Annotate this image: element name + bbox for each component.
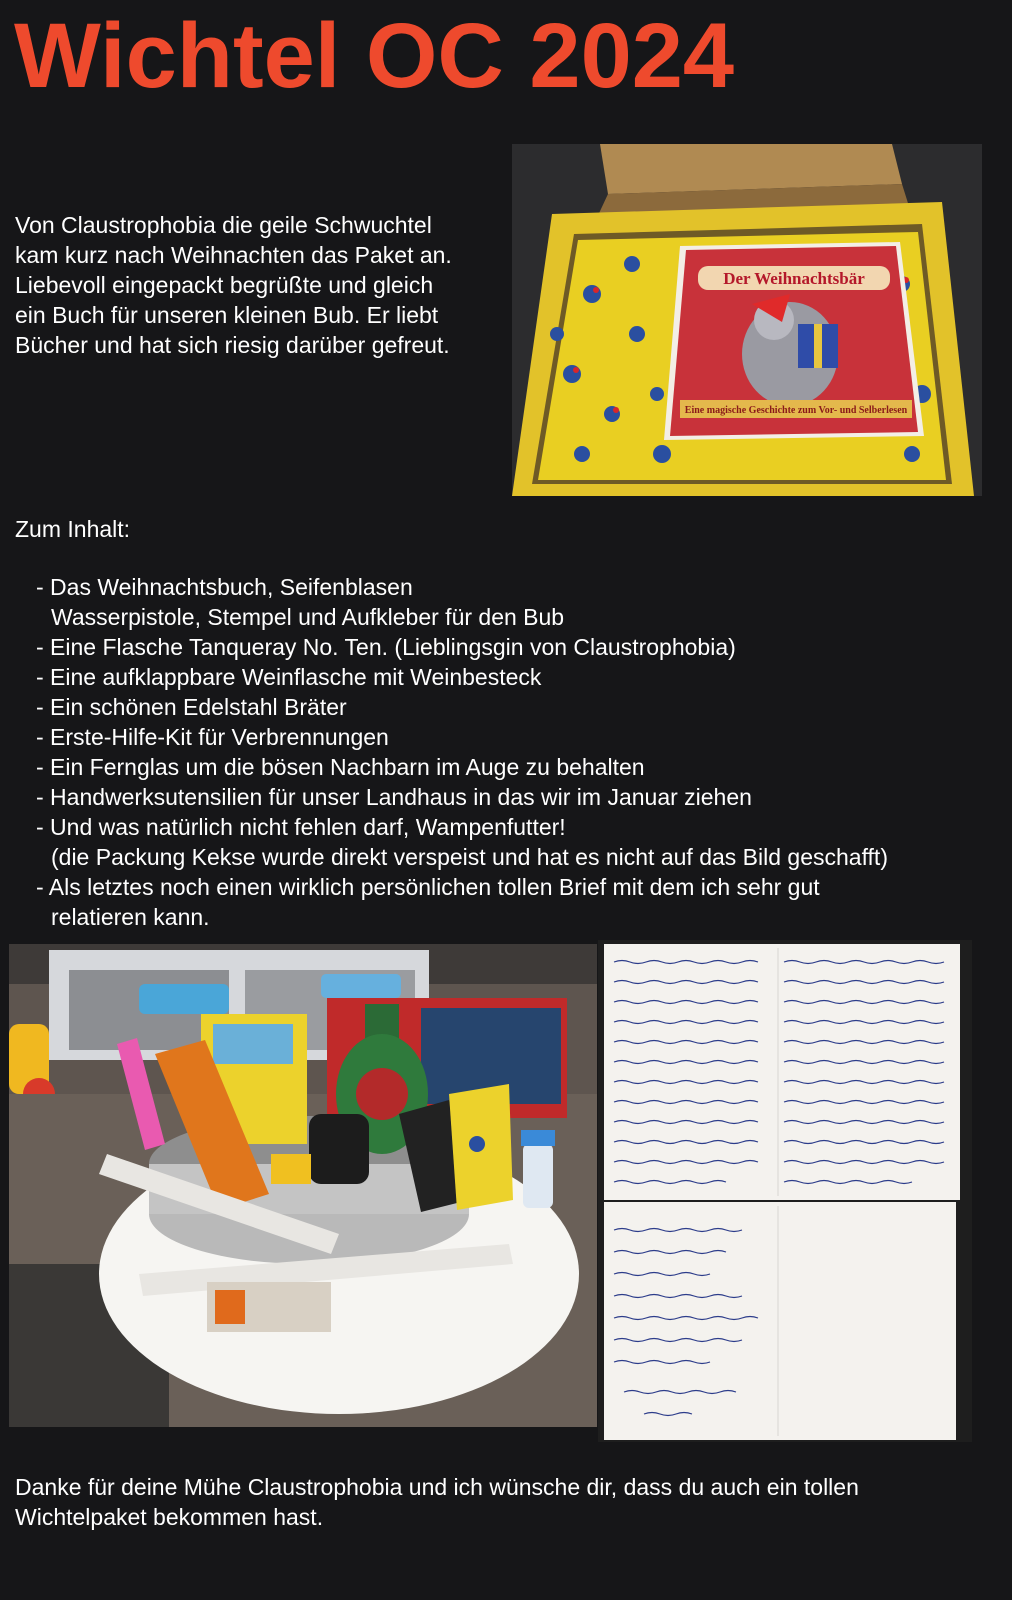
list-item-line: - Erste-Hilfe-Kit für Verbrennungen (36, 724, 389, 750)
list-item-line: (die Packung Kekse wurde direkt verspeist und hat es nicht auf das Bild geschafft) (51, 844, 888, 870)
list-item-line: - Das Weihnachtsbuch, Seifenblasen (36, 574, 413, 600)
intro-line: kam kurz nach Weihnachten das Paket an. (15, 242, 452, 268)
list-item (36, 812, 888, 872)
list-item-line: - Und was natürlich nicht fehlen darf, Wampenfutter! (36, 814, 566, 840)
book-title: Der Weihnachtsbär (723, 269, 865, 288)
list-item (36, 782, 888, 812)
outro-paragraph (15, 1472, 859, 1532)
intro-paragraph (15, 210, 515, 360)
list-item-line: - Als letztes noch einen wirklich persönlichen tollen Brief mit dem ich sehr gut (36, 874, 820, 900)
list-item-line: - Eine Flasche Tanqueray No. Ten. (Lieblingsgin von Claustrophobia) (36, 634, 736, 660)
list-item (36, 752, 888, 782)
intro-line: ein Buch für unseren kleinen Bub. Er liebt (15, 302, 439, 328)
list-item (36, 872, 888, 932)
parcel-photo (512, 144, 982, 496)
list-item-line: Wasserpistole, Stempel und Aufkleber für den Bub (51, 604, 565, 630)
list-item-line: - Eine aufklappbare Weinflasche mit Weinbesteck (36, 664, 542, 690)
gifts-photo (9, 944, 597, 1427)
list-item (36, 572, 888, 632)
list-item-line: - Ein Fernglas um die bösen Nachbarn im Auge zu behalten (36, 754, 645, 780)
intro-line: Von Claustrophobia die geile Schwuchtel (15, 212, 432, 238)
intro-line: Bücher und hat sich riesig darüber gefreut. (15, 332, 450, 358)
list-item (36, 632, 888, 662)
list-item-line: relatieren kann. (51, 904, 210, 930)
list-item (36, 722, 888, 752)
list-item-line: - Handwerksutensilien für unser Landhaus in das wir im Januar ziehen (36, 784, 752, 810)
list-item-line: - Ein schönen Edelstahl Bräter (36, 694, 347, 720)
list-item (36, 662, 888, 692)
page-title: Wichtel OC 2024 (14, 5, 735, 107)
letter-photo (598, 940, 972, 1442)
contents-heading: Zum Inhalt: (15, 516, 131, 542)
list-item (36, 692, 888, 722)
outro-line: Wichtelpaket bekommen hast. (15, 1504, 324, 1530)
intro-line: Liebevoll eingepackt begrüßte und gleich (15, 272, 434, 298)
contents-list (36, 572, 888, 932)
outro-line: Danke für deine Mühe Claustrophobia und ich wünsche dir, dass du auch ein tollen (15, 1474, 859, 1500)
book-subtitle: Eine magische Geschichte zum Vor- und Selberlesen (684, 405, 908, 416)
